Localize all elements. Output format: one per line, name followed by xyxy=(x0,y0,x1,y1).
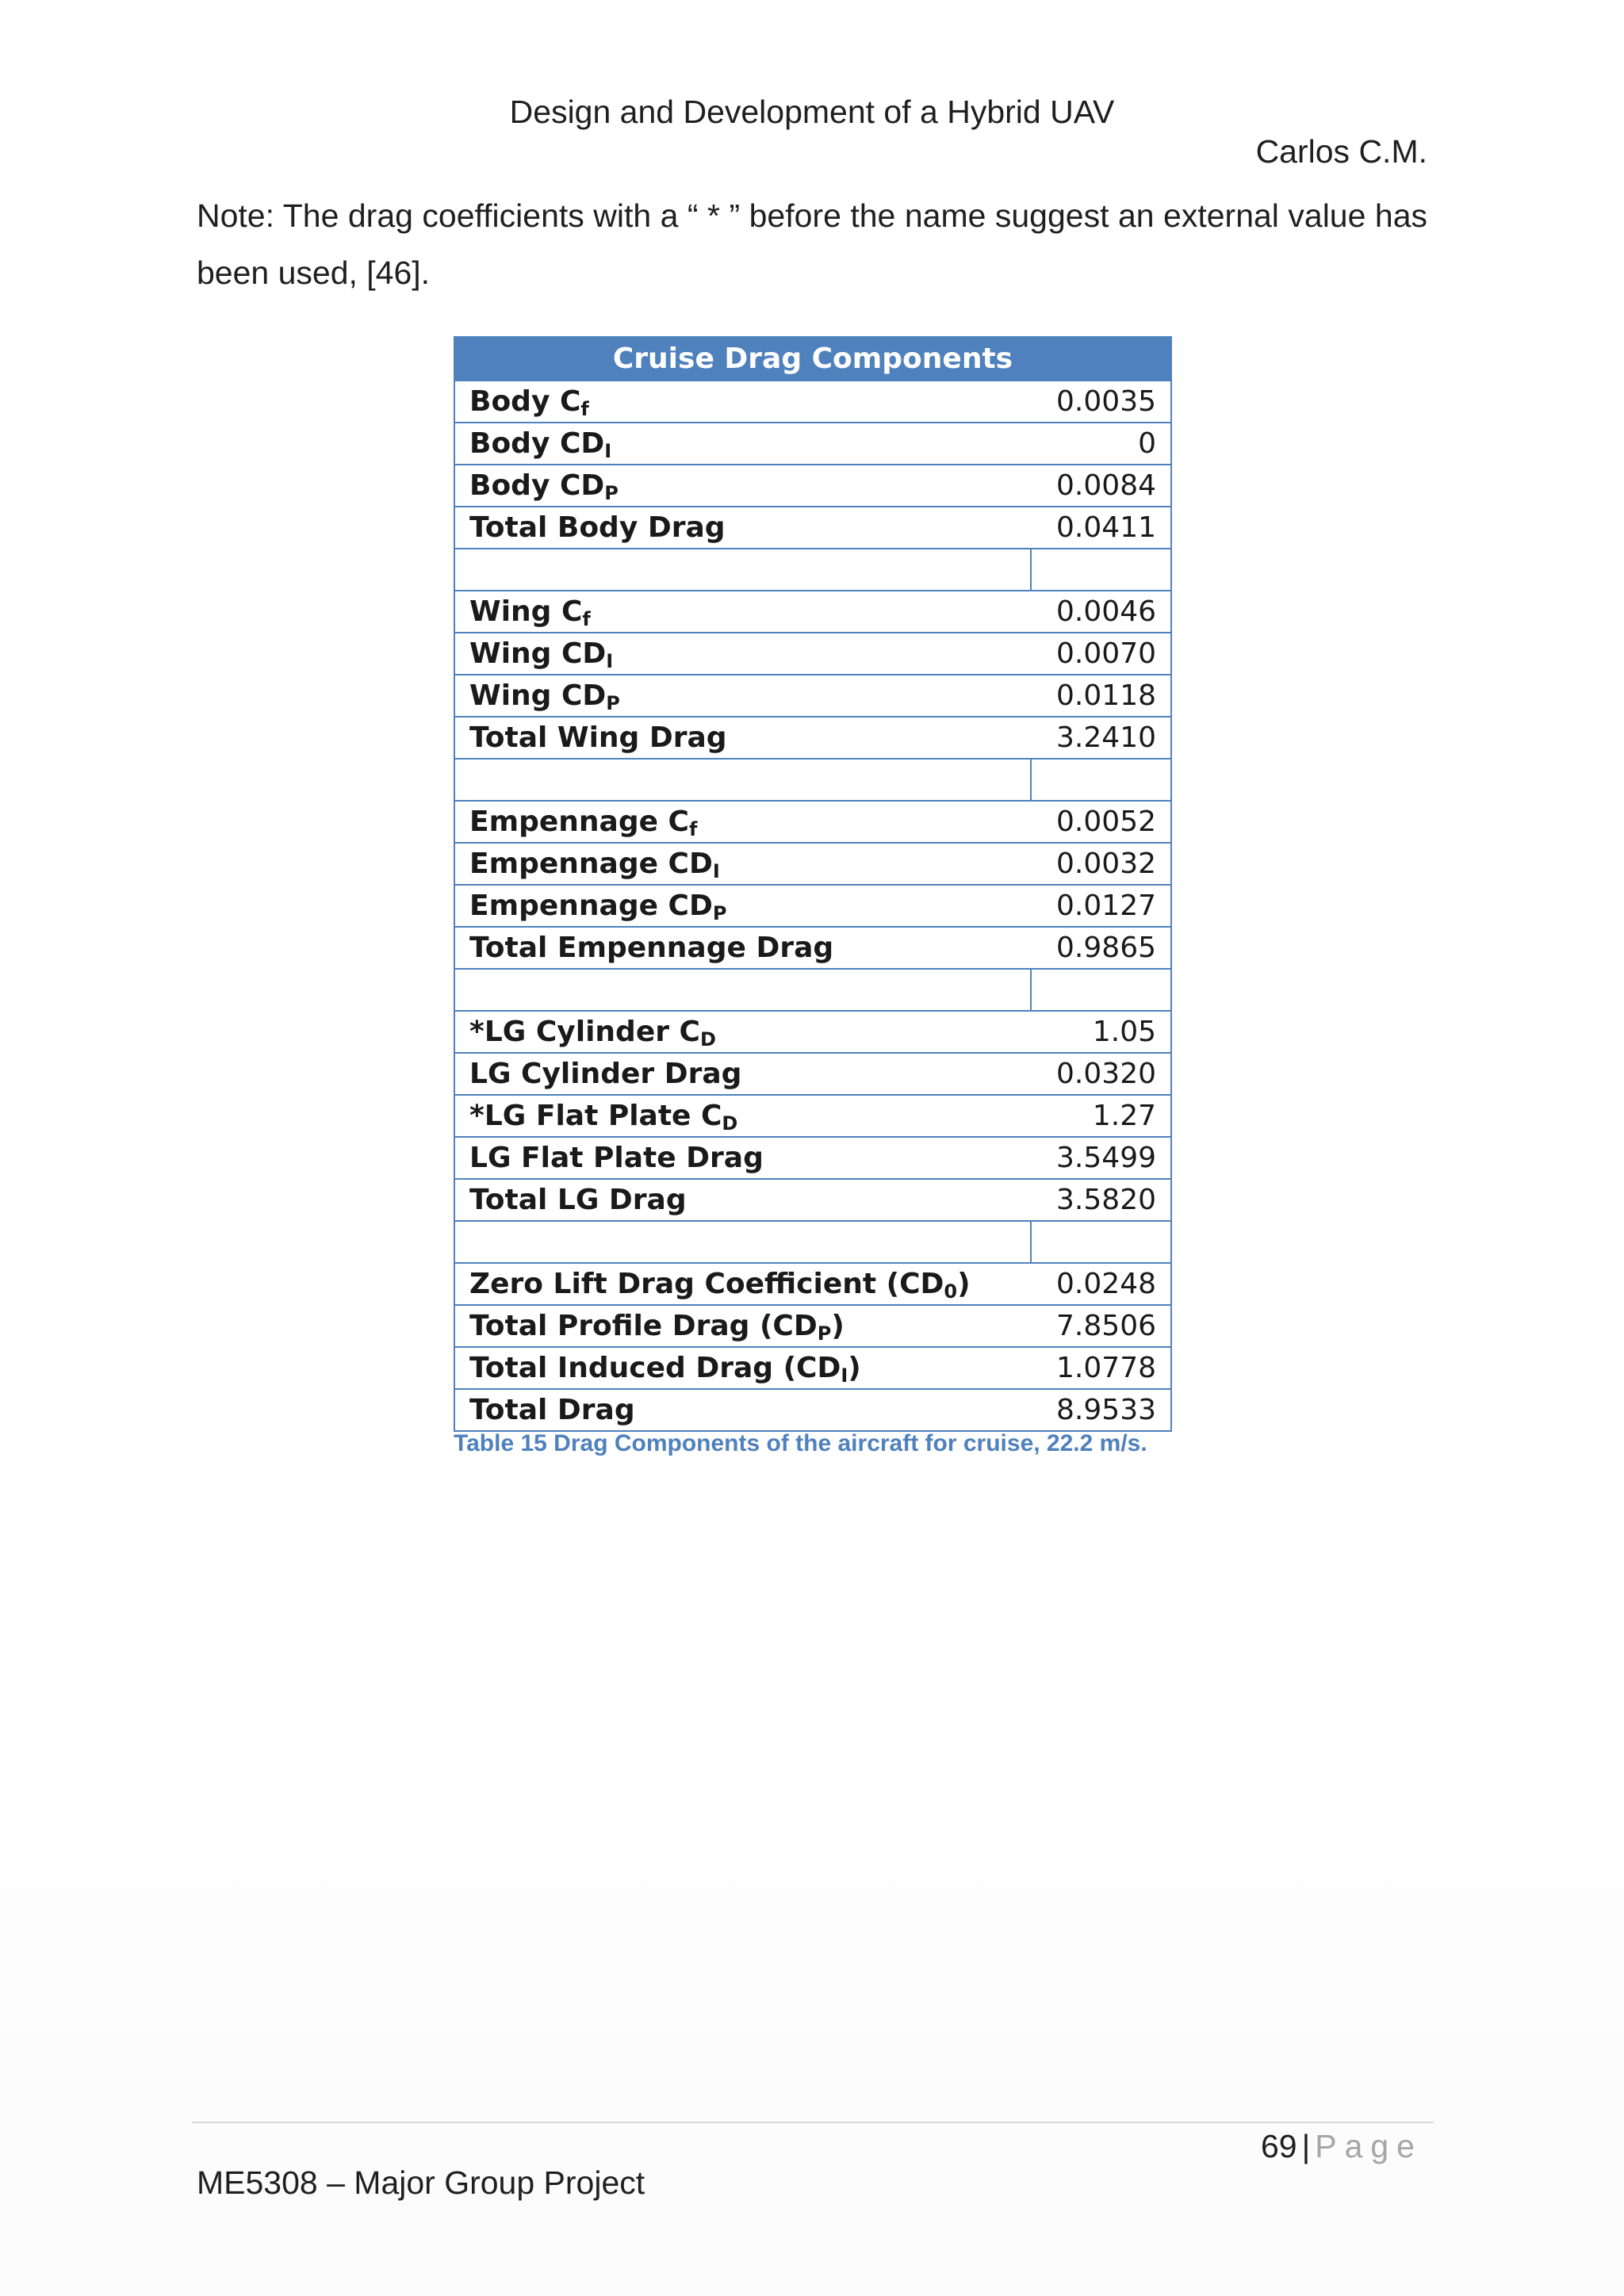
page-number xyxy=(1261,2128,1423,2165)
component-name-cell xyxy=(454,1347,1031,1389)
component-name-cell xyxy=(454,759,1031,801)
component-name-cell xyxy=(454,1053,1031,1095)
component-value: 1.0778 xyxy=(1031,1347,1171,1389)
component-name-cell xyxy=(454,927,1031,969)
component-name-cell xyxy=(454,1011,1031,1053)
component-value: 3.2410 xyxy=(1031,717,1171,759)
component-name-suffix: ) xyxy=(831,1310,845,1342)
component-name: Total Empennage Drag xyxy=(469,932,834,964)
component-value xyxy=(1031,969,1171,1011)
component-name: Total Drag xyxy=(469,1394,635,1426)
component-value: 0.0035 xyxy=(1031,381,1171,423)
component-subscript: I xyxy=(712,860,720,882)
table-row xyxy=(454,1389,1171,1431)
component-value xyxy=(1031,549,1171,591)
table-row xyxy=(454,1263,1171,1305)
component-name: Total Profile Drag (CD xyxy=(469,1310,818,1342)
component-name: Empennage CD xyxy=(469,890,713,922)
component-name-cell xyxy=(454,633,1031,675)
table-row xyxy=(454,675,1171,717)
component-value: 7.8506 xyxy=(1031,1305,1171,1347)
table-row xyxy=(454,1347,1171,1389)
table-row xyxy=(454,1305,1171,1347)
component-name-cell xyxy=(454,381,1031,423)
component-value: 0.0070 xyxy=(1031,633,1171,675)
component-subscript: I xyxy=(606,650,614,672)
footer-project-title: ME5308 – Major Group Project xyxy=(197,2164,645,2201)
component-value: 0.0127 xyxy=(1031,885,1171,927)
component-value: 0 xyxy=(1031,423,1171,465)
component-name-cell xyxy=(454,1221,1031,1263)
component-value: 0.0320 xyxy=(1031,1053,1171,1095)
note-paragraph: Note: The drag coefficients with a “ * ” before the name suggest an external value has been used, [46]. xyxy=(197,197,1427,291)
component-subscript: P xyxy=(606,692,620,714)
running-header-title: Design and Development of a Hybrid UAV xyxy=(509,94,1115,130)
component-name: Body C xyxy=(469,385,581,418)
table-row xyxy=(454,465,1171,507)
table-row xyxy=(454,1179,1171,1221)
component-name: Total Wing Drag xyxy=(469,721,727,754)
page-number-separator: | xyxy=(1301,2128,1311,2164)
table-row xyxy=(454,1095,1171,1137)
table-spacer-row xyxy=(454,969,1171,1011)
table-header-row xyxy=(454,337,1171,381)
component-name-cell xyxy=(454,1095,1031,1137)
table-row xyxy=(454,1137,1171,1179)
table-row xyxy=(454,1053,1171,1095)
running-header-author: Carlos C.M. xyxy=(1255,133,1427,170)
component-name-cell xyxy=(454,969,1031,1011)
component-value xyxy=(1031,759,1171,801)
table-spacer-row xyxy=(454,1221,1171,1263)
component-subscript: f xyxy=(580,398,589,420)
component-value: 0.0032 xyxy=(1031,843,1171,885)
component-name: LG Flat Plate Drag xyxy=(469,1142,764,1174)
table-spacer-row xyxy=(454,759,1171,801)
component-name-cell xyxy=(454,1263,1031,1305)
component-value: 1.27 xyxy=(1031,1095,1171,1137)
drag-components-table-container xyxy=(454,336,1172,1432)
component-subscript: I xyxy=(604,440,612,462)
table-spacer-row xyxy=(454,549,1171,591)
component-name-suffix: ) xyxy=(848,1352,861,1384)
table-heading: Cruise Drag Components xyxy=(454,337,1171,381)
component-name: Wing CD xyxy=(469,679,607,712)
component-name: Wing C xyxy=(469,595,583,628)
table-row xyxy=(454,927,1171,969)
component-name-cell xyxy=(454,549,1031,591)
component-value: 0.0046 xyxy=(1031,591,1171,633)
component-value: 0.0118 xyxy=(1031,675,1171,717)
component-name: LG Cylinder Drag xyxy=(469,1058,742,1090)
component-name: Body CD xyxy=(469,469,605,502)
component-value: 0.0052 xyxy=(1031,801,1171,843)
table-row xyxy=(454,717,1171,759)
component-subscript: f xyxy=(582,608,591,630)
table-row xyxy=(454,885,1171,927)
component-name-cell xyxy=(454,1389,1031,1431)
table-row xyxy=(454,633,1171,675)
page-word: Page xyxy=(1315,2128,1423,2164)
table-row xyxy=(454,507,1171,549)
component-name-cell xyxy=(454,591,1031,633)
component-name: Empennage C xyxy=(469,806,689,838)
component-name-cell xyxy=(454,885,1031,927)
component-subscript: P xyxy=(604,482,619,504)
component-name-cell xyxy=(454,843,1031,885)
component-name: *LG Flat Plate C xyxy=(469,1100,722,1132)
component-subscript: D xyxy=(699,1028,716,1050)
drag-components-table xyxy=(454,336,1172,1432)
component-name-cell xyxy=(454,465,1031,507)
component-name-suffix: ) xyxy=(957,1268,971,1300)
table-body xyxy=(454,381,1171,1431)
table-row xyxy=(454,843,1171,885)
component-value: 8.9533 xyxy=(1031,1389,1171,1431)
table-row xyxy=(454,1011,1171,1053)
component-subscript: f xyxy=(688,818,698,840)
component-name: Zero Lift Drag Coefficient (CD xyxy=(469,1268,944,1300)
component-name-cell xyxy=(454,801,1031,843)
component-name-cell xyxy=(454,507,1031,549)
component-value: 0.0248 xyxy=(1031,1263,1171,1305)
table-caption: Table 15 Drag Components of the aircraft for cruise, 22.2 m/s. xyxy=(454,1430,1147,1456)
component-subscript: P xyxy=(712,902,727,924)
component-value: 1.05 xyxy=(1031,1011,1171,1053)
component-name-cell xyxy=(454,1137,1031,1179)
component-value: 3.5499 xyxy=(1031,1137,1171,1179)
component-value: 0.0411 xyxy=(1031,507,1171,549)
component-name-cell xyxy=(454,1305,1031,1347)
component-subscript: 0 xyxy=(944,1280,958,1303)
component-value xyxy=(1031,1221,1171,1263)
component-name: Total LG Drag xyxy=(469,1184,687,1216)
component-value: 0.0084 xyxy=(1031,465,1171,507)
component-name: *LG Cylinder C xyxy=(469,1016,700,1048)
page-number-value: 69 xyxy=(1260,2128,1297,2164)
component-name: Body CD xyxy=(469,427,605,460)
component-name: Total Body Drag xyxy=(469,511,726,544)
table-row xyxy=(454,423,1171,465)
component-subscript: D xyxy=(722,1112,738,1135)
component-name-cell xyxy=(454,423,1031,465)
component-name: Wing CD xyxy=(469,637,607,670)
component-name-cell xyxy=(454,675,1031,717)
component-subscript: P xyxy=(817,1322,832,1345)
component-value: 0.9865 xyxy=(1031,927,1171,969)
footer-divider xyxy=(192,2122,1434,2123)
component-name: Empennage CD xyxy=(469,848,713,880)
component-name: Total Induced Drag (CD xyxy=(469,1352,841,1384)
table-row xyxy=(454,381,1171,423)
component-name-cell xyxy=(454,717,1031,759)
table-row xyxy=(454,591,1171,633)
table-row xyxy=(454,801,1171,843)
component-value: 3.5820 xyxy=(1031,1179,1171,1221)
component-subscript: I xyxy=(841,1364,848,1387)
component-name-cell xyxy=(454,1179,1031,1221)
